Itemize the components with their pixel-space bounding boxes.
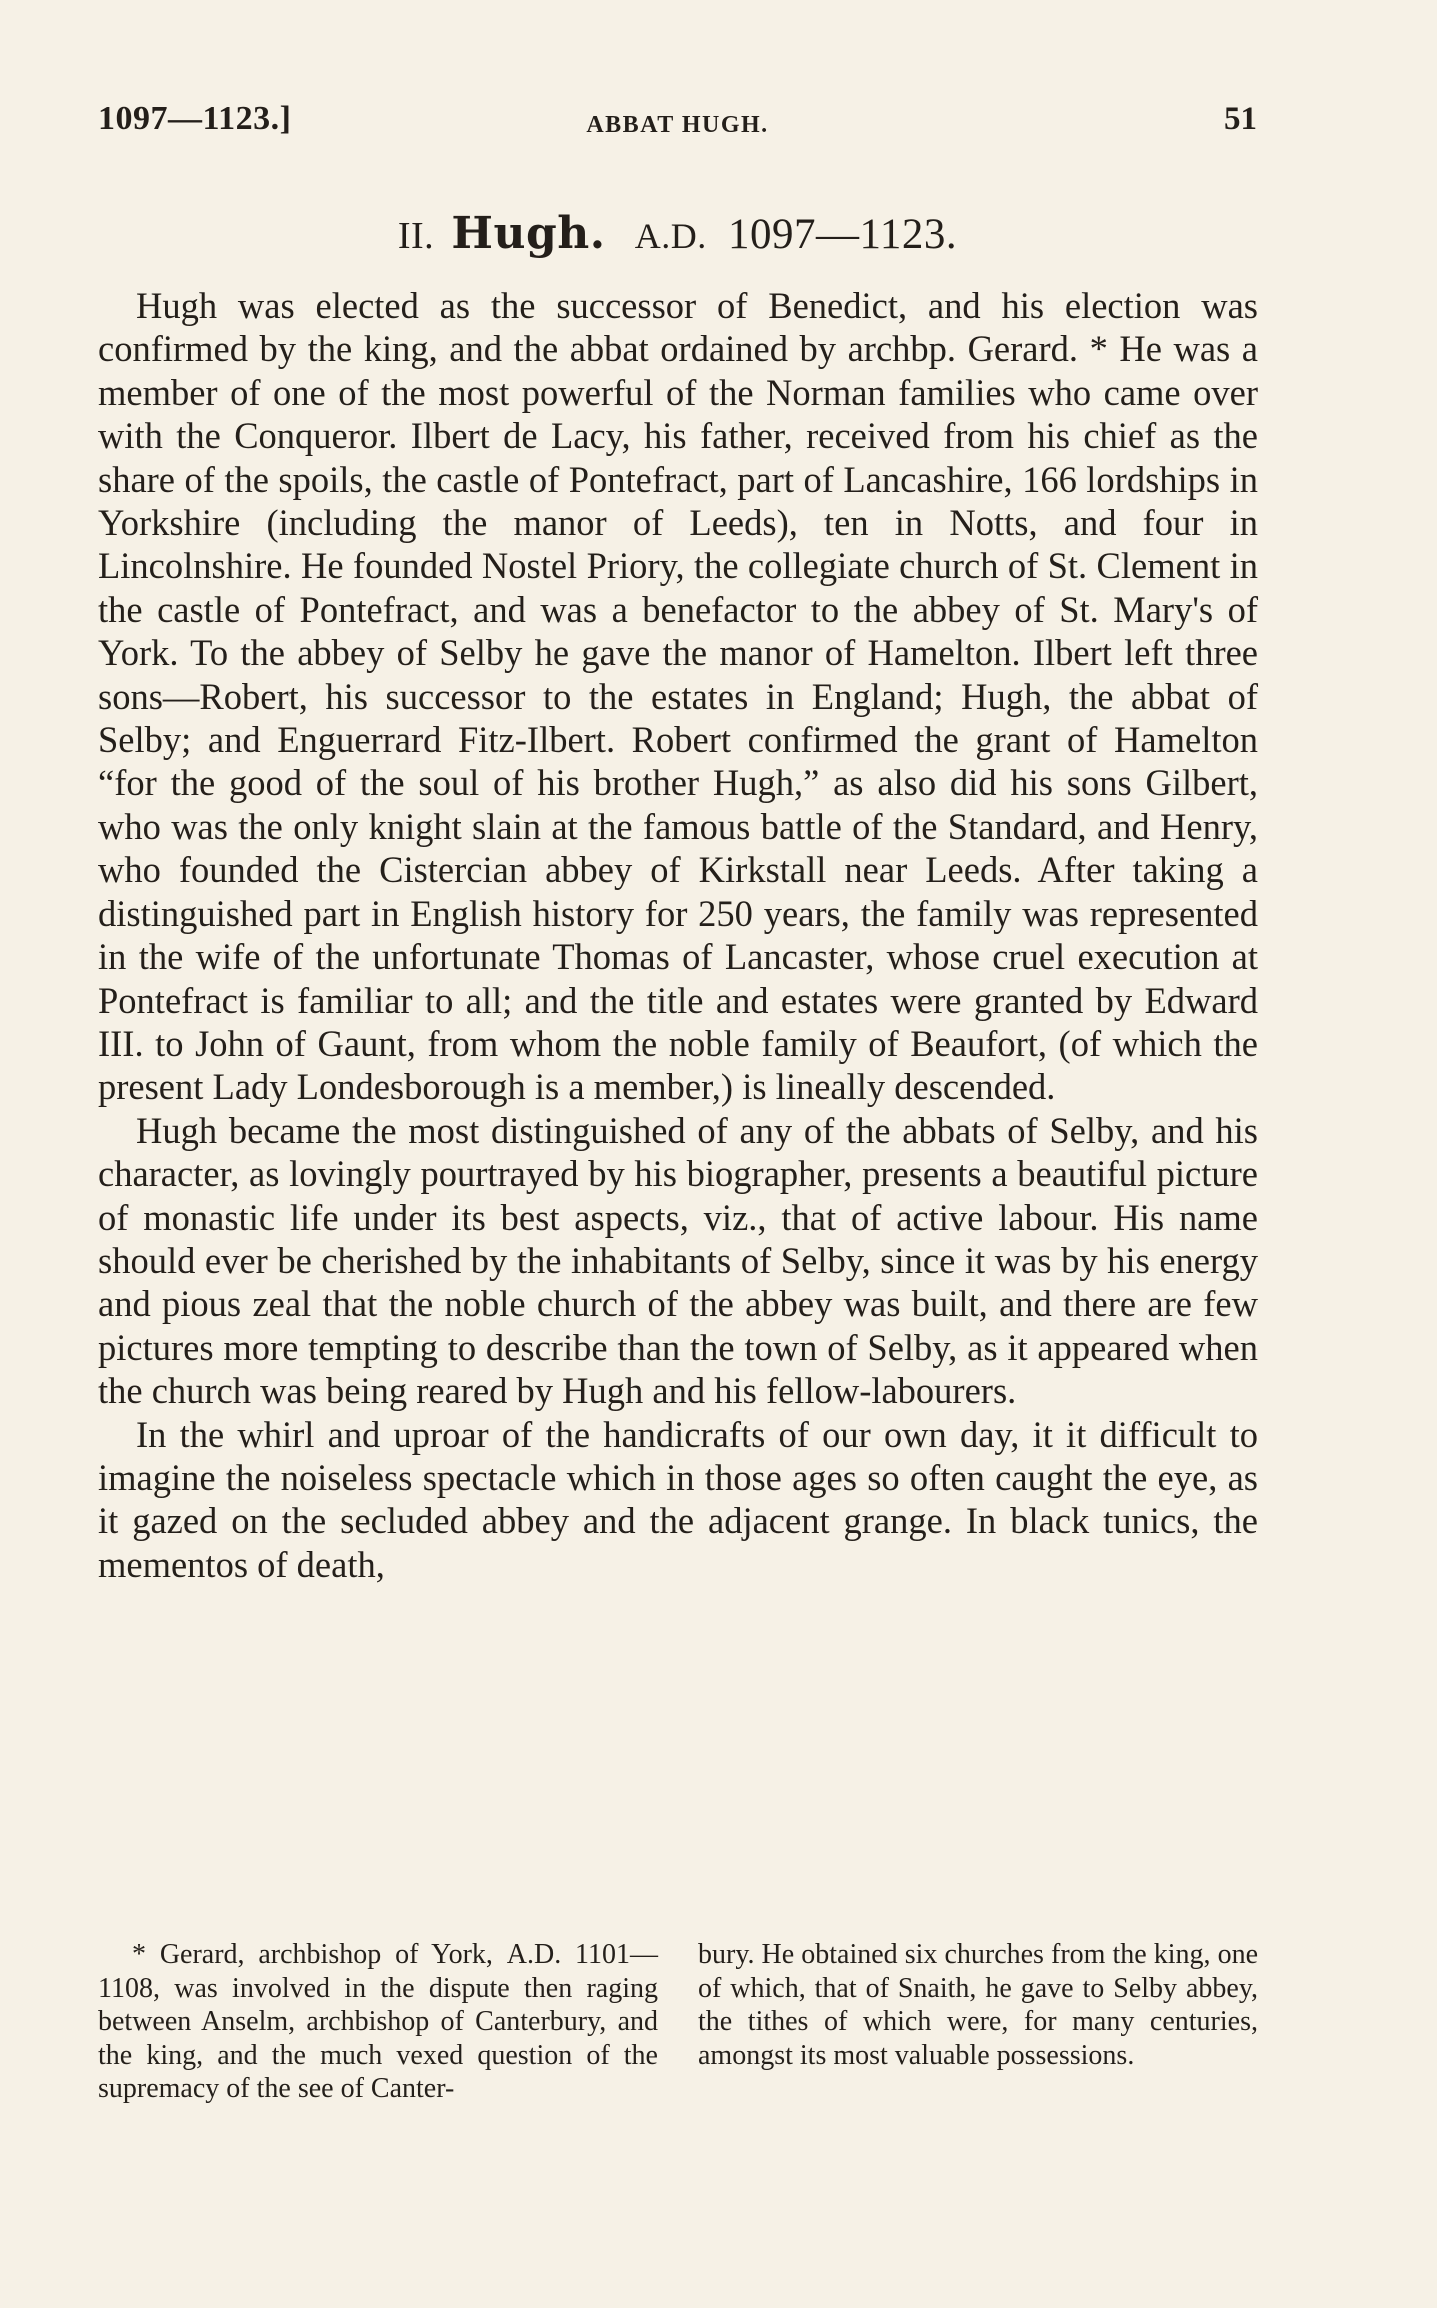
paragraph-2: Hugh became the most distinguished of any of the abbats of Selby, and his character, as lovingly pourtrayed by his biographer, presents a beautiful picture of monastic life under its best aspects, viz., that of active labour. His name should ever be cherished by the inhabitants of Selby, since it was by his energy and pious zeal that the noble church of the abbey was built, and there are few pictures more tempting to describe than the town of Selby, as it appeared when the church was being reared by Hugh and his fellow-labourers. bbox=[98, 1109, 1258, 1412]
running-head-title: ABBAT HUGH. bbox=[586, 112, 769, 138]
footnote-text-start: * Gerard, archbishop of York, bbox=[132, 1939, 493, 1970]
running-head-date-range: 1097—1123.] bbox=[98, 100, 292, 137]
footnote-column-right bbox=[698, 1938, 1258, 2106]
paragraph-1: Hugh was elected as the successor of Benedict, and his election was confirmed by the king, and the abbat ordained by archbp. Gerard. * He was a member of one of the most powerful of the Norman families who came over with the Conqueror. Ilbert de Lacy, his father, received from his chief as the share of the spoils, the castle of Pontefract, part of Lancashire, 166 lordships in Yorkshire (including the manor of Leeds), ten in Notts, and four in Lincolnshire. He founded Nostel Priory, the collegiate church of St. Clement in the castle of Pontefract, and was a benefactor to the abbey of St. Mary's of York. To the abbey of Selby he gave the manor of Hamelton. Ilbert left three sons—Robert, his successor to the estates in England; Hugh, the abbat of Selby; and Enguerrard Fitz-Ilbert. Robert confirmed the grant of Hamelton “for the good of the soul of his brother Hugh,” as also did his sons Gilbert, who was the only knight slain at the famous battle of the Standard, and Henry, who founded the Cistercian abbey of Kirkstall near Leeds. After taking a distinguished part in English history for 250 years, the family was represented in the wife of the unfortunate Thomas of Lancaster, whose cruel execution at Pontefract is familiar to all; and the title and estates were granted by Edward III. to John of Gaunt, from whom the noble family of Beaufort, (of which the present Lady Londesborough is a member,) is lineally descended. bbox=[98, 285, 1258, 1108]
page-number: 51 bbox=[1224, 101, 1257, 137]
footnote-text-end: bury. He obtained six churches from the king, one of which, that of Snaith, he gave to Selby abbey, the tithes of which were, for many centuries, amongst its most valuable possessions. bbox=[698, 1939, 1258, 2071]
body-text bbox=[98, 284, 1258, 1586]
section-heading bbox=[98, 208, 1257, 259]
footnote bbox=[98, 1938, 1258, 2106]
section-years: 1097—1123. bbox=[728, 211, 958, 258]
paragraph-3: In the whirl and uproar of the handicrafts of our own day, it it difficult to imagine the noiseless spectacle which in those ages so often caught the eye, as it gazed on the secluded abbey and the adjacent grange. In black tunics, the mementos of death, bbox=[98, 1413, 1258, 1585]
footnote-ad-label: A.D. bbox=[506, 1939, 562, 1970]
section-ad-label: A.D. bbox=[634, 216, 707, 256]
running-head bbox=[98, 100, 1257, 148]
footnote-text-continued: 1101—1108, was involved in the dispute then raging between Anselm, archbishop of Canterbury, and the king, and the much vexed question of the supremacy of the see of Canter- bbox=[98, 1939, 658, 2104]
section-name: Hugh. bbox=[451, 208, 606, 259]
footnote-column-left bbox=[98, 1938, 658, 2106]
section-numeral: II. bbox=[397, 215, 435, 257]
